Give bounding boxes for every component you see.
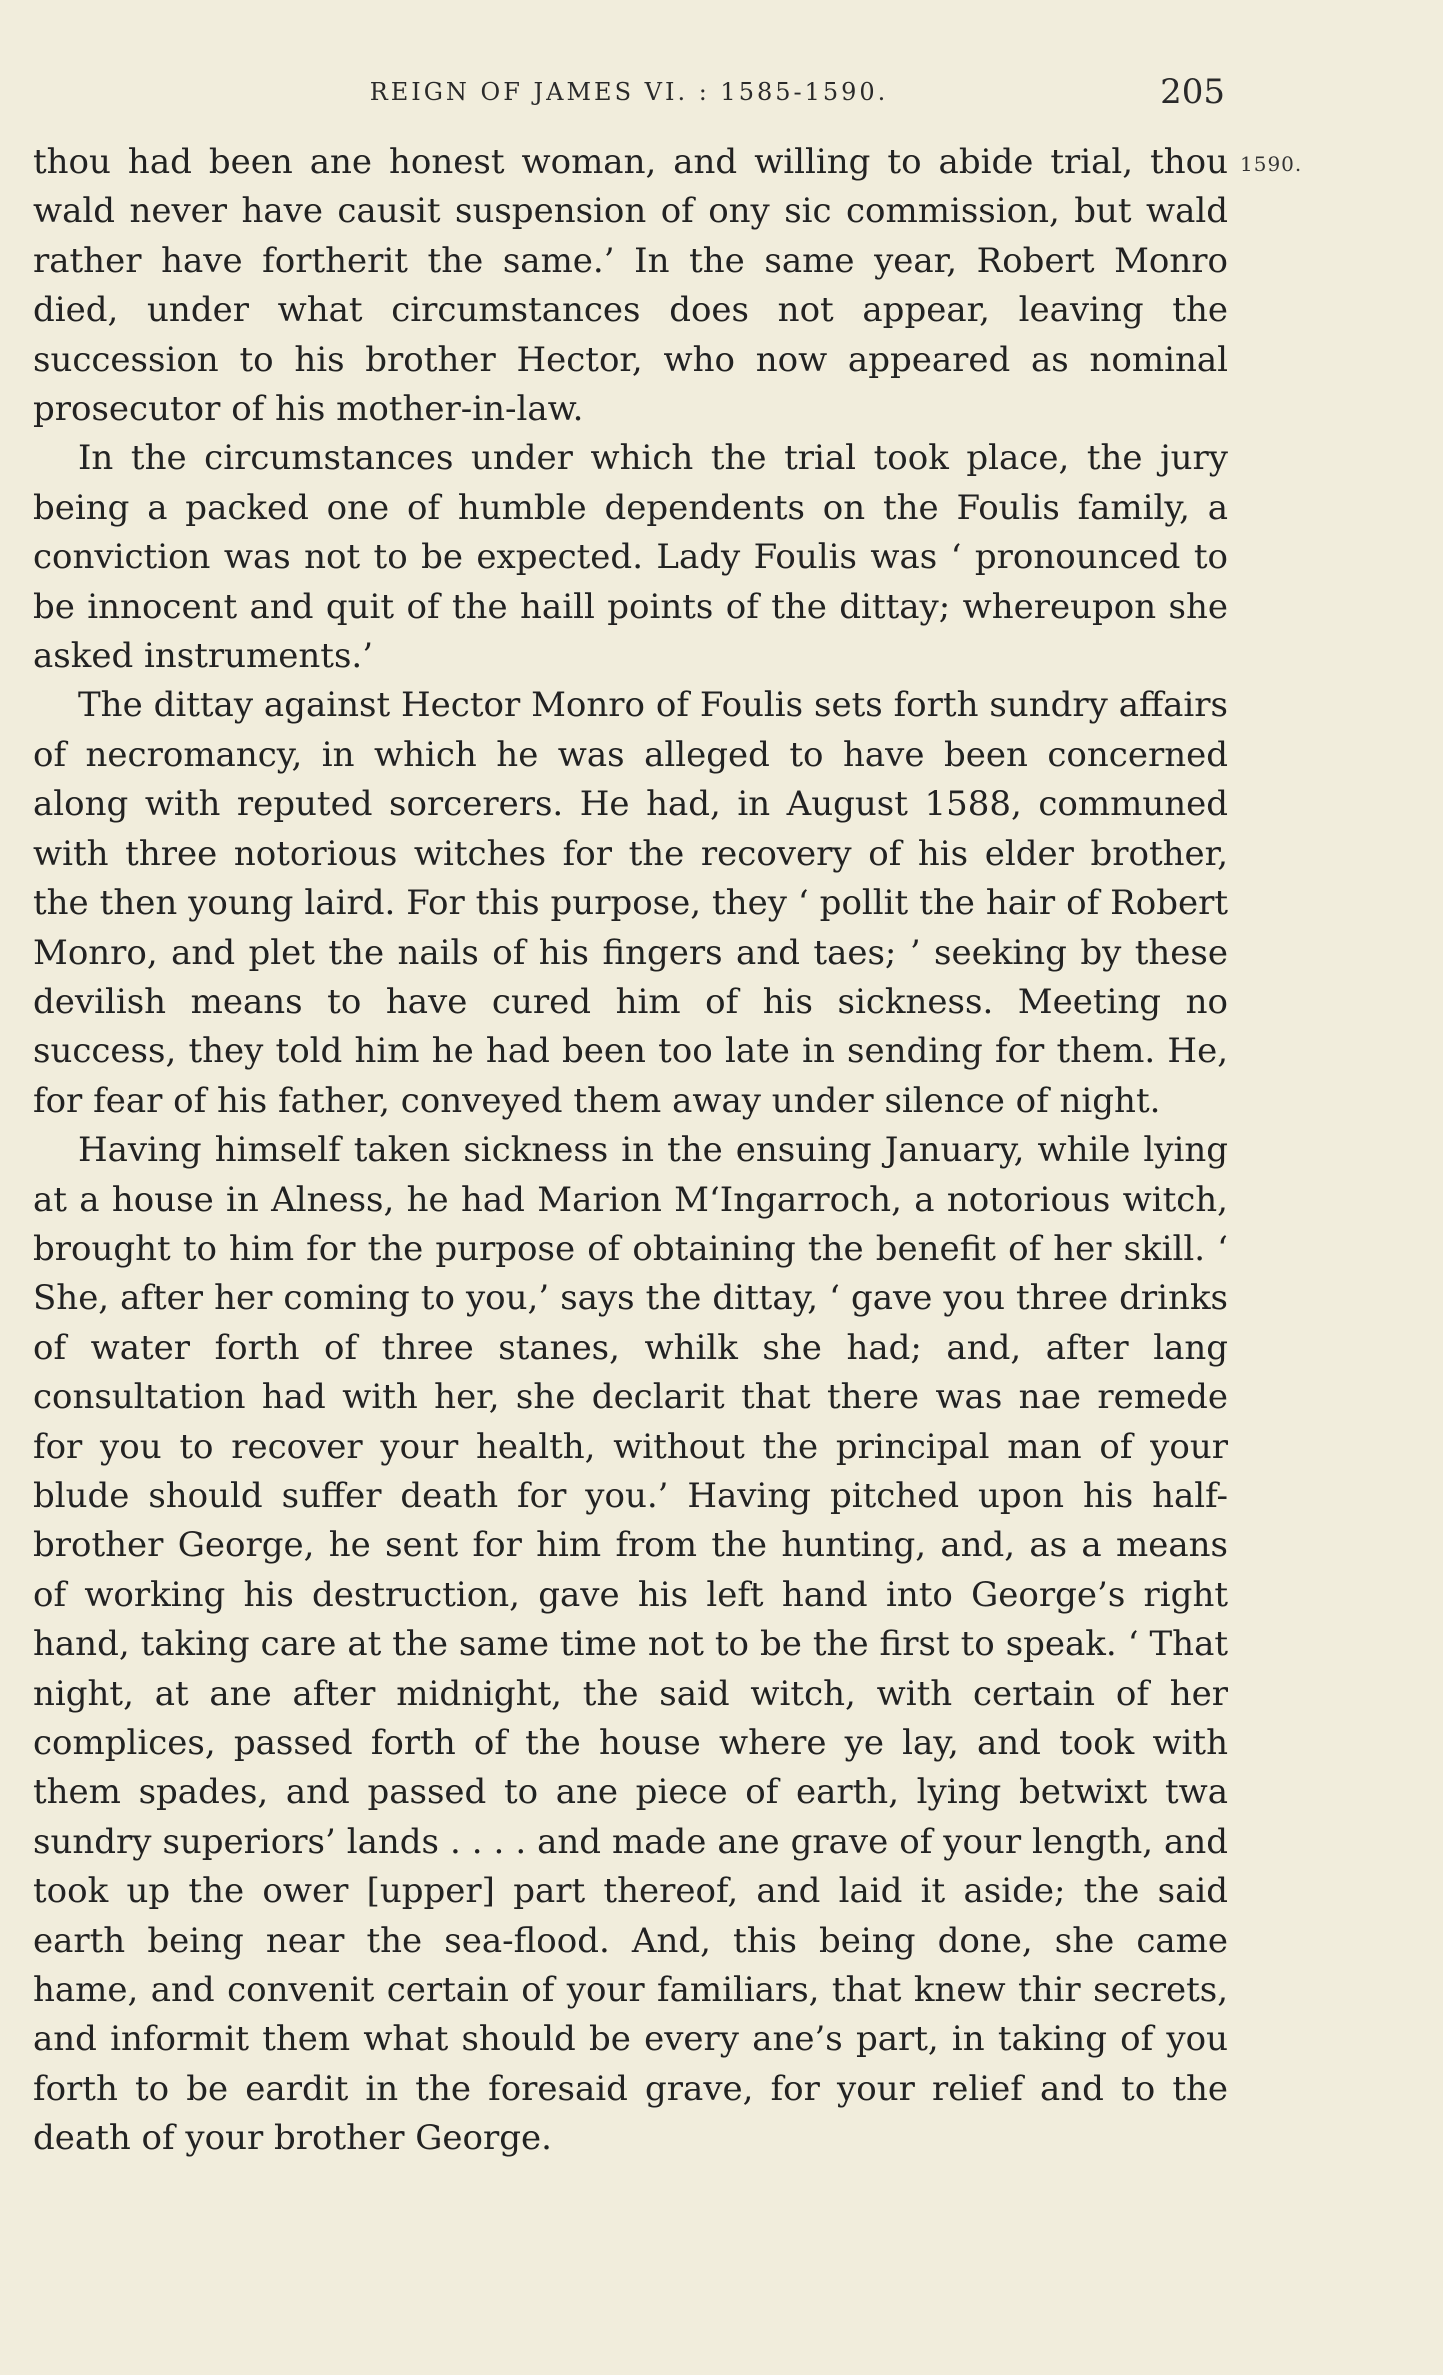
body-text (33, 138, 1228, 2164)
running-title: REIGN OF JAMES VI. : 1585-1590. (369, 78, 889, 106)
running-head (33, 72, 1225, 112)
paragraph: The dittay against Hector Monro of Foulis sets forth sundry affairs of necromancy, in which he was alleged to have been concerned along with reputed sorcerers. He had, in August 1588, communed with three notorious witches for the recovery of his elder brother, the then young laird. For this purpose, they ‘ pollit the hair of Robert Monro, and plet the nails of his fingers and taes; ’ seeking by these devilish means to have cured him of his sickness. Meeting no success, they told him he had been too late in sending for them. He, for fear of his father, conveyed them away under silence of night. (33, 685, 1228, 1121)
paragraph: Having himself taken sickness in the ensuing January, while lying at a house in Alness, he had Marion M‘Ingarroch, a notorious witch, brought to him for the purpose of obtaining the benefit of her skill. ‘ She, after her coming to you,’ says the dittay, ‘ gave you three drinks of water forth of three stanes, whilk she had; and, after lang consultation had with her, she declarit that there was nae remede for you to recover your health, without the principal man of your blude should suffer death for you.’ Having pitched upon his half-brother George, he sent for him from the hunting, and, as a means of working his destruction, gave his left hand into George’s right hand, taking care at the same time not to be the first to speak. ‘ That night, at ane after midnight, the said witch, with certain of her complices, passed forth of the house where ye lay, and took with them spades, and passed to ane piece of earth, lying betwixt twa sundry superiors’ lands . . . . and made ane grave of your length, and took up the ower [upper] part thereof, and laid it aside; the said earth being near the sea-flood. And, this being done, she came hame, and convenit certain of your familiars, that knew thir secrets, and informit them what should be every ane’s part, in taking of you forth to be eardit in the foresaid grave, for your relief and to the death of your brother George. (33, 1130, 1228, 2159)
page-number: 205 (1160, 72, 1225, 112)
paragraph: In the circumstances under which the trial took place, the jury being a packed one of humble dependents on the Foulis family, a conviction was not to be expected. Lady Foulis was ‘ pronounced to be innocent and quit of the haill points of the dittay; whereupon she asked instruments.’ (33, 438, 1228, 677)
paragraph-continued: thou had been ane honest woman, and willing to abide trial, thou wald never have causit suspension of ony sic commission, but wald rather have fortherit the same.’ In the same year, Robert Monro died, under what circumstances does not appear, leaving the succession to his brother Hector, who now appeared as nominal prosecutor of his mother-in-law. (33, 142, 1228, 430)
margin-year-note: 1590. (1240, 152, 1303, 176)
